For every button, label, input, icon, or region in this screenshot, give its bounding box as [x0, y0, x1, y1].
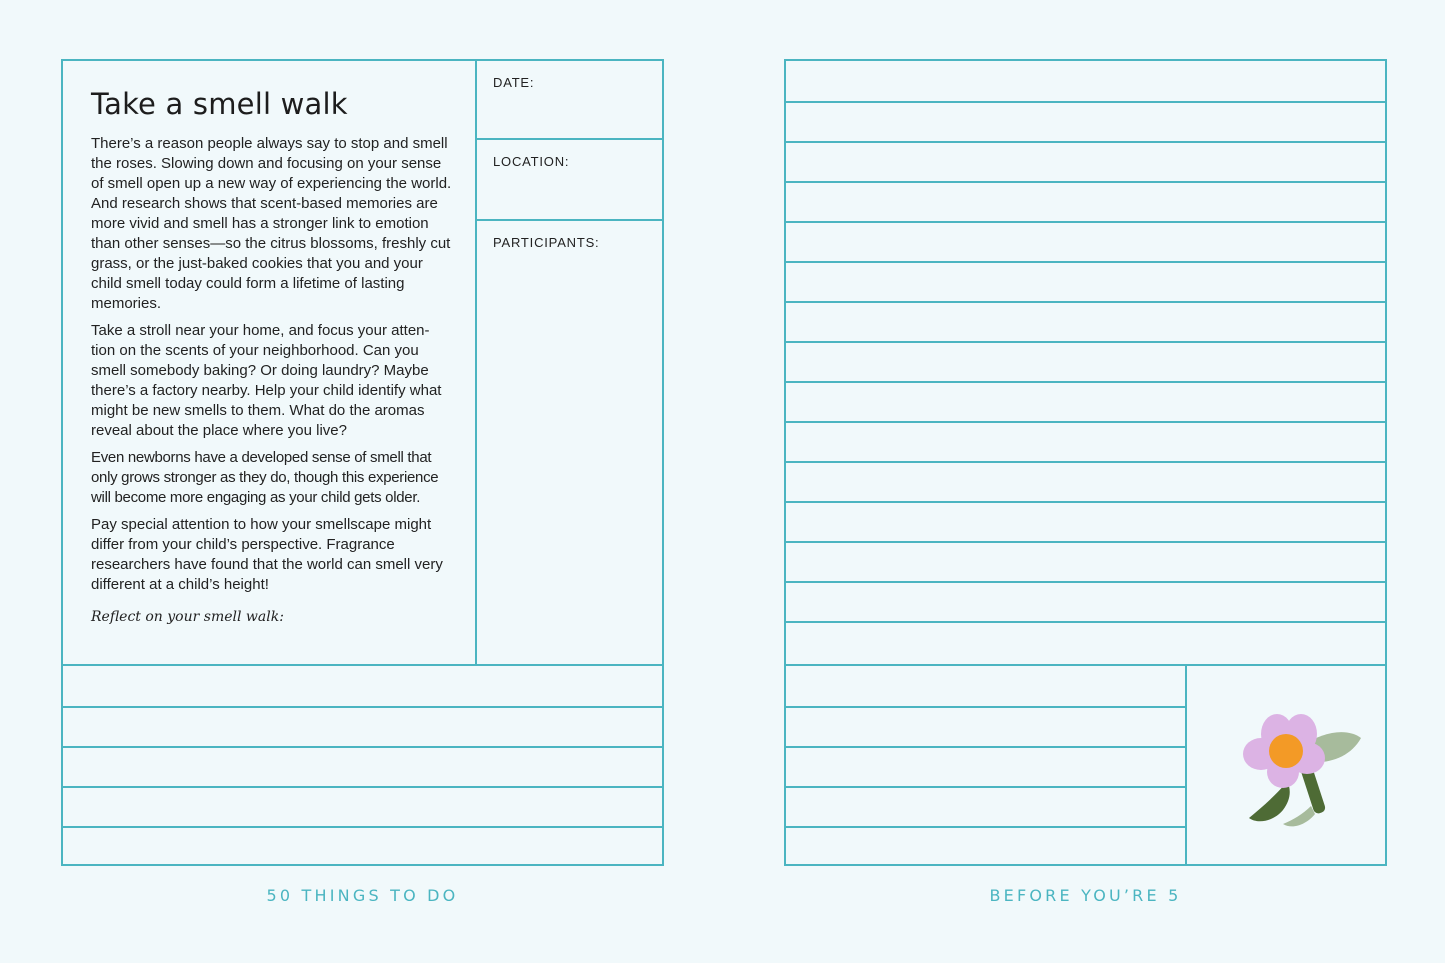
- writing-line[interactable]: [786, 61, 1385, 101]
- left-writing-lines[interactable]: [63, 664, 662, 866]
- right-page: [784, 59, 1387, 866]
- writing-line[interactable]: [63, 786, 662, 826]
- writing-line[interactable]: [63, 666, 662, 706]
- right-writing-lines-top[interactable]: [786, 61, 1385, 661]
- writing-line[interactable]: [786, 666, 1185, 706]
- writing-line[interactable]: [786, 786, 1185, 826]
- writing-line[interactable]: [786, 421, 1385, 461]
- writing-line[interactable]: [786, 746, 1185, 786]
- writing-line[interactable]: [786, 706, 1185, 746]
- flower-icon: [1223, 706, 1363, 831]
- writing-line[interactable]: [786, 826, 1185, 866]
- writing-line[interactable]: [786, 341, 1385, 381]
- flower-illustration-box: [1185, 664, 1385, 864]
- body-paragraph-4: Pay special attention to how your smellscape might differ from your child’s perspective. Fragrance researchers have found that the world can smell very different at a child’s height!: [91, 516, 443, 593]
- writing-line[interactable]: [63, 706, 662, 746]
- writing-line[interactable]: [786, 261, 1385, 301]
- info-panel: [477, 61, 662, 664]
- writing-line[interactable]: [786, 181, 1385, 221]
- writing-line[interactable]: [786, 621, 1385, 661]
- location-label: LOCATION:: [493, 154, 570, 169]
- activity-text-panel: [63, 61, 477, 664]
- writing-line[interactable]: [786, 221, 1385, 261]
- location-field[interactable]: [477, 140, 662, 221]
- left-page: [61, 59, 664, 866]
- body-paragraph-2: Take a stroll near your home, and focus your atten-tion on the scents of your neighborhood. Can you smell somebody baking? Or doing laundry? Maybe there’s a factory nearby. Help your child identify what might be new smells to them. What do the aromas reveal about the place where you live?: [91, 322, 442, 439]
- writing-line[interactable]: [786, 501, 1385, 541]
- right-writing-lines-bottom[interactable]: [786, 664, 1185, 866]
- footer-right: BEFORE YOU’RE 5: [989, 886, 1182, 905]
- writing-line[interactable]: [786, 141, 1385, 181]
- footer-left: 50 THINGS TO DO: [266, 886, 459, 905]
- writing-line[interactable]: [786, 381, 1385, 421]
- writing-line[interactable]: [786, 301, 1385, 341]
- writing-line[interactable]: [786, 581, 1385, 621]
- participants-label: PARTICIPANTS:: [493, 235, 600, 250]
- writing-line[interactable]: [63, 826, 662, 866]
- writing-line[interactable]: [786, 101, 1385, 141]
- body-paragraph-1: There’s a reason people always say to stop and smell the roses. Slowing down and focusing on your sense of smell open up a new way of experiencing the world. And research shows that scent-based memories are more vivid and smell has a stronger link to emotion than other senses—so the citrus blossoms, freshly cut grass, or the just-baked cookies that you and your child smell today could form a lifetime of lasting memories.: [91, 135, 452, 312]
- writing-line[interactable]: [786, 541, 1385, 581]
- writing-line[interactable]: [63, 746, 662, 786]
- writing-line[interactable]: [786, 461, 1385, 501]
- reflect-prompt: Reflect on your smell walk:: [91, 609, 284, 625]
- body-paragraph-3: Even newborns have a developed sense of smell that only grows stronger as they do, though this experience will become more engaging as your child gets older.: [91, 449, 439, 506]
- date-label: DATE:: [493, 75, 535, 90]
- participants-field[interactable]: [477, 221, 662, 662]
- page-title: Take a smell walk: [91, 87, 348, 121]
- date-field[interactable]: [477, 61, 662, 140]
